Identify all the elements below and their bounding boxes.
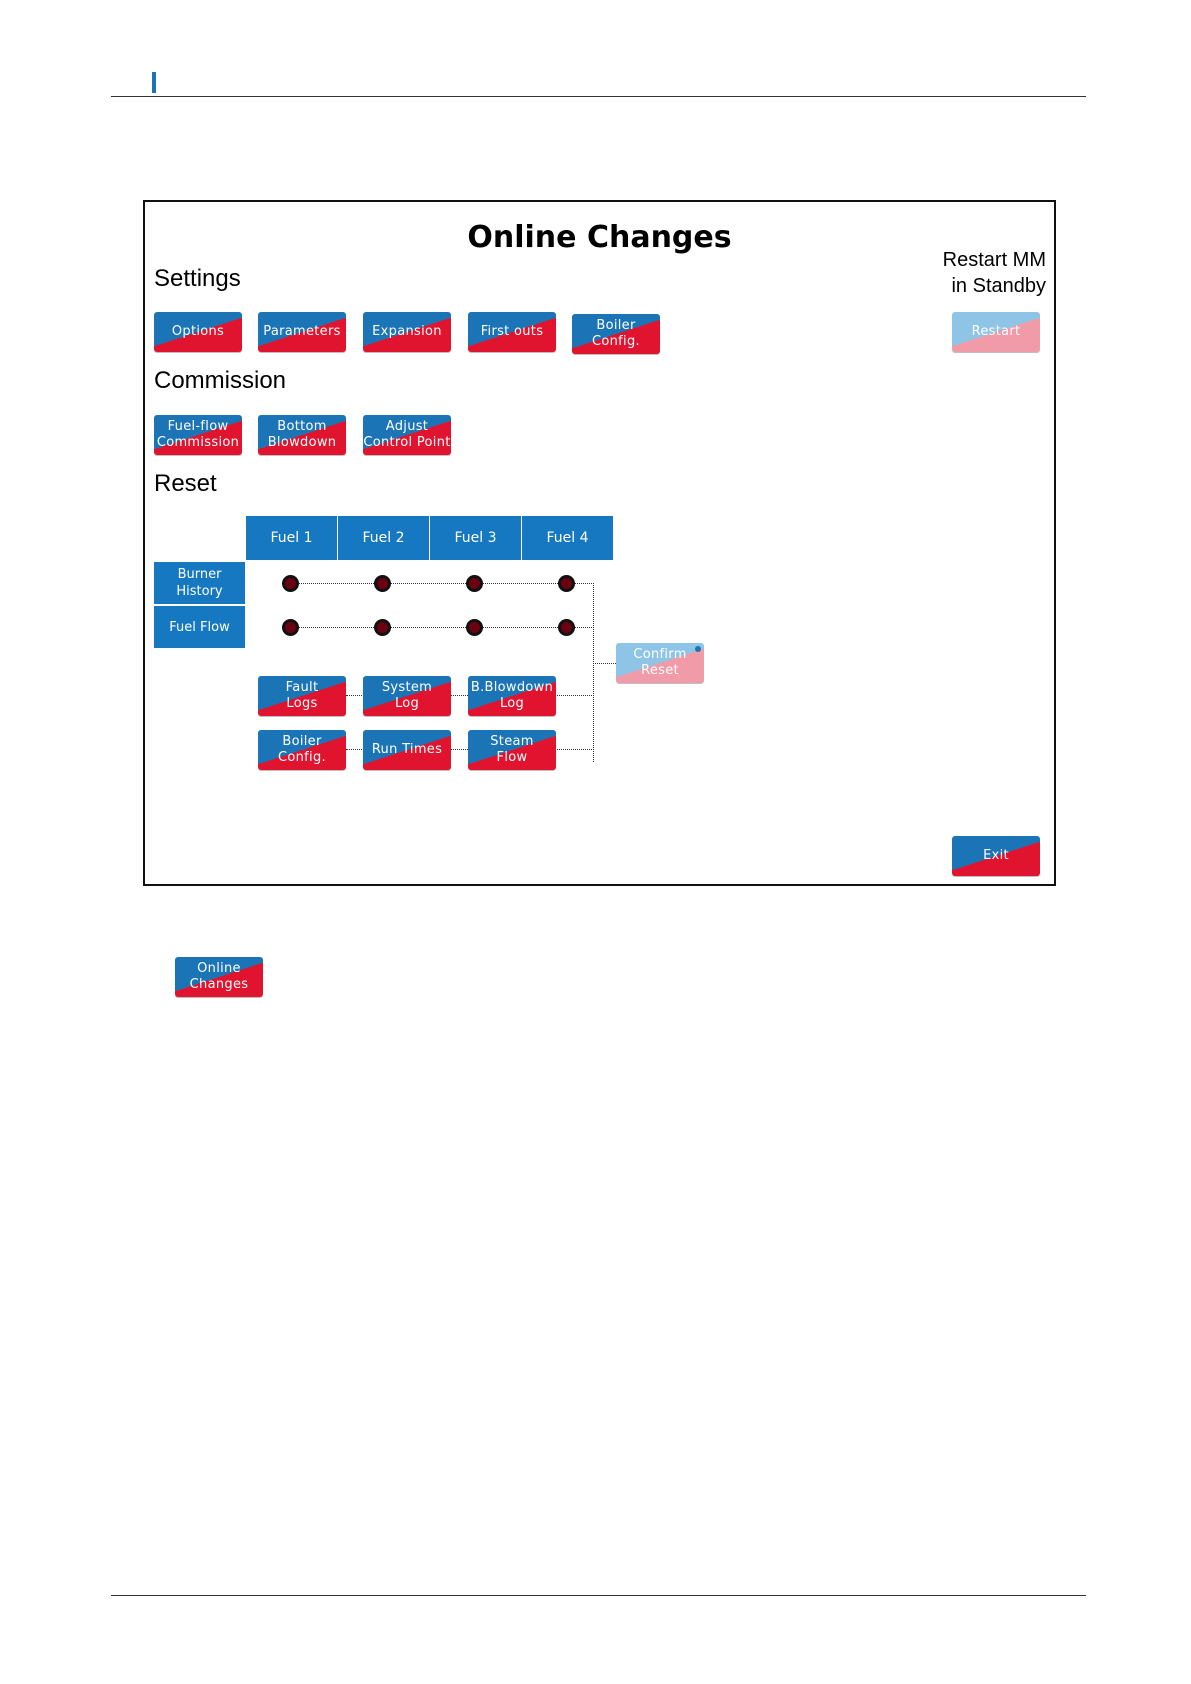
steam-flow-button[interactable]: Steam Flow: [468, 730, 556, 770]
connector-line: [285, 583, 564, 584]
exit-button[interactable]: Exit: [952, 836, 1040, 876]
burner-history-fuel-1-node[interactable]: [282, 575, 299, 592]
reset-heading: Reset: [154, 470, 217, 497]
boiler-config-settings-button[interactable]: Boiler Config.: [572, 314, 660, 354]
options-button[interactable]: Options: [154, 312, 242, 352]
burner-history-fuel-4-node[interactable]: [558, 575, 575, 592]
burner-history-fuel-2-node[interactable]: [374, 575, 391, 592]
online-changes-screen: [143, 200, 1056, 886]
fuel-1-header: Fuel 1: [246, 516, 337, 560]
run-times-button[interactable]: Run Times: [363, 730, 451, 770]
status-dot-icon: [695, 646, 701, 652]
parameters-button[interactable]: Parameters: [258, 312, 346, 352]
fuel-4-header: Fuel 4: [522, 516, 613, 560]
fuel-3-header: Fuel 3: [430, 516, 521, 560]
fuel-flow-fuel-1-node[interactable]: [282, 619, 299, 636]
commission-heading: Commission: [154, 367, 287, 394]
connector-line: [593, 663, 616, 664]
header-mark: [152, 72, 156, 93]
connector-line: [593, 583, 594, 762]
restart-note: Restart MM in Standby: [942, 249, 1046, 297]
fuel-flow-fuel-4-node[interactable]: [558, 619, 575, 636]
b-blowdown-log-button[interactable]: B.Blowdown Log: [468, 676, 556, 716]
fuel-flow-fuel-3-node[interactable]: [466, 619, 483, 636]
connector-line: [285, 627, 564, 628]
system-log-button[interactable]: System Log: [363, 676, 451, 716]
fuel-flow-row-header: Fuel Flow: [154, 606, 245, 648]
burner-history-fuel-3-node[interactable]: [466, 575, 483, 592]
header-rule: [111, 96, 1086, 97]
confirm-reset-button[interactable]: Confirm Reset: [616, 643, 704, 683]
boiler-config-reset-button[interactable]: Boiler Config.: [258, 730, 346, 770]
fuel-flow-fuel-2-node[interactable]: [374, 619, 391, 636]
footer-rule: [111, 1595, 1086, 1596]
expansion-button[interactable]: Expansion: [363, 312, 451, 352]
fuel-flow-commission-button[interactable]: Fuel-flow Commission: [154, 415, 242, 455]
fuel-2-header: Fuel 2: [338, 516, 429, 560]
adjust-control-point-button[interactable]: Adjust Control Point: [363, 415, 451, 455]
burner-history-row-header: Burner History: [154, 562, 245, 604]
screen-title: Online Changes: [467, 220, 732, 255]
bottom-blowdown-button[interactable]: Bottom Blowdown: [258, 415, 346, 455]
settings-heading: Settings: [154, 265, 241, 292]
online-changes-button[interactable]: Online Changes: [175, 957, 263, 997]
restart-button[interactable]: Restart: [952, 312, 1040, 352]
first-outs-button[interactable]: First outs: [468, 312, 556, 352]
fault-logs-button[interactable]: Fault Logs: [258, 676, 346, 716]
